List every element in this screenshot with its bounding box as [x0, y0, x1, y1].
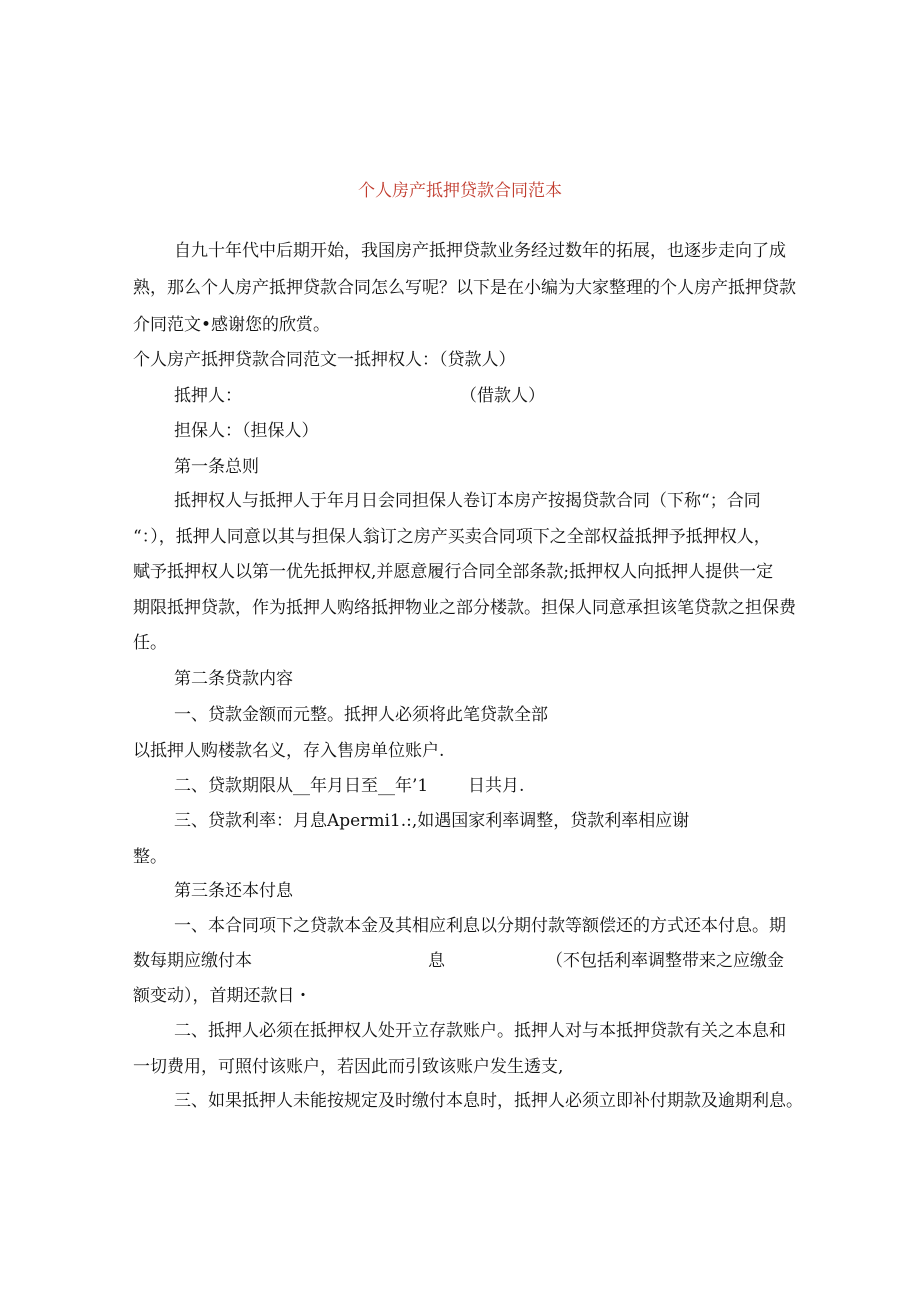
paragraph-line: 任。: [133, 633, 167, 653]
paragraph-line: 期限抵押贷款，作为抵押人购络抵押物业之部分楼款。担保人同意承担该笔贷款之担保费: [133, 598, 796, 618]
paragraph-line: 自九十年代中后期开始，我国房产抵押贷款业务经过数年的拓展，也逐步走向了成: [174, 241, 786, 261]
paragraph-line: 介同范文•感谢您的欣赏。: [133, 315, 331, 335]
paragraph-line: 一、本合同项下之贷款本金及其相应利息以分期付款等额偿还的方式还本付息。期: [174, 916, 786, 936]
field-line: 担保人：（担保人）: [174, 421, 319, 441]
article-heading: 第一条总则: [174, 457, 259, 477]
paragraph-line: 一切费用，可照付该账户，若因此而引致该账户发生透支,: [133, 1057, 564, 1077]
paragraph-line: 赋予抵押权人以第一优先抵押权,并愿意履行合同全部条款;抵押权人向抵押人提供一定: [133, 562, 774, 582]
paragraph-line: 三、如果抵押人未能按规定及时缴付本息时，抵押人必须立即补付期款及逾期利息。: [174, 1091, 803, 1111]
field-label: 抵押人：: [174, 386, 242, 406]
paragraph-line: （不包括利率调整带来之应缴金: [546, 951, 784, 971]
paragraph-line: “：），抵押人同意以其与担保人翁订之房产买卖合同项下之全部权益抵押予抵押权人，: [133, 527, 771, 547]
paragraph-line: 息: [428, 951, 445, 971]
document-title: 个人房产抵押贷款合同范本: [358, 181, 562, 201]
paragraph-line: 抵押权人与抵押人于年月日会同担保人卷订本房产按揭贷款合同（下称“；合同: [174, 491, 761, 511]
paragraph-line: 三、贷款利率：月息Apermi1.:,如遇国家利率调整，贷款利率相应谢: [174, 811, 690, 831]
paragraph-line: 日共月.: [468, 776, 525, 796]
paragraph-line: 额变动），首期还款日・: [133, 986, 312, 1006]
paragraph-line: 二、抵押人必须在抵押权人处开立存款账户。抵押人对与本抵押贷款有关之本息和: [174, 1021, 786, 1041]
paragraph-line: 整。: [133, 847, 167, 867]
article-heading: 第二条贷款内容: [174, 669, 293, 689]
section-heading: 个人房产抵押贷款合同范文一抵押权人：（贷款人）: [133, 350, 516, 370]
paragraph-line: 以抵押人购楼款名义，存入售房单位账户.: [133, 741, 445, 761]
paragraph-line: 熟，那么个人房产抵押贷款合同怎么写呢？以下是在小编为大家整理的个人房产抵押贷款: [133, 278, 796, 298]
article-heading: 第三条还本付息: [174, 881, 293, 901]
field-value: （借款人）: [460, 386, 545, 406]
paragraph-line: 一、贷款金额而元整。抵押人必须将此笔贷款全部: [174, 705, 548, 725]
paragraph-line: 数每期应缴付本: [133, 951, 252, 971]
paragraph-line: 二、贷款期限从__年月日至__年’1: [174, 776, 429, 796]
